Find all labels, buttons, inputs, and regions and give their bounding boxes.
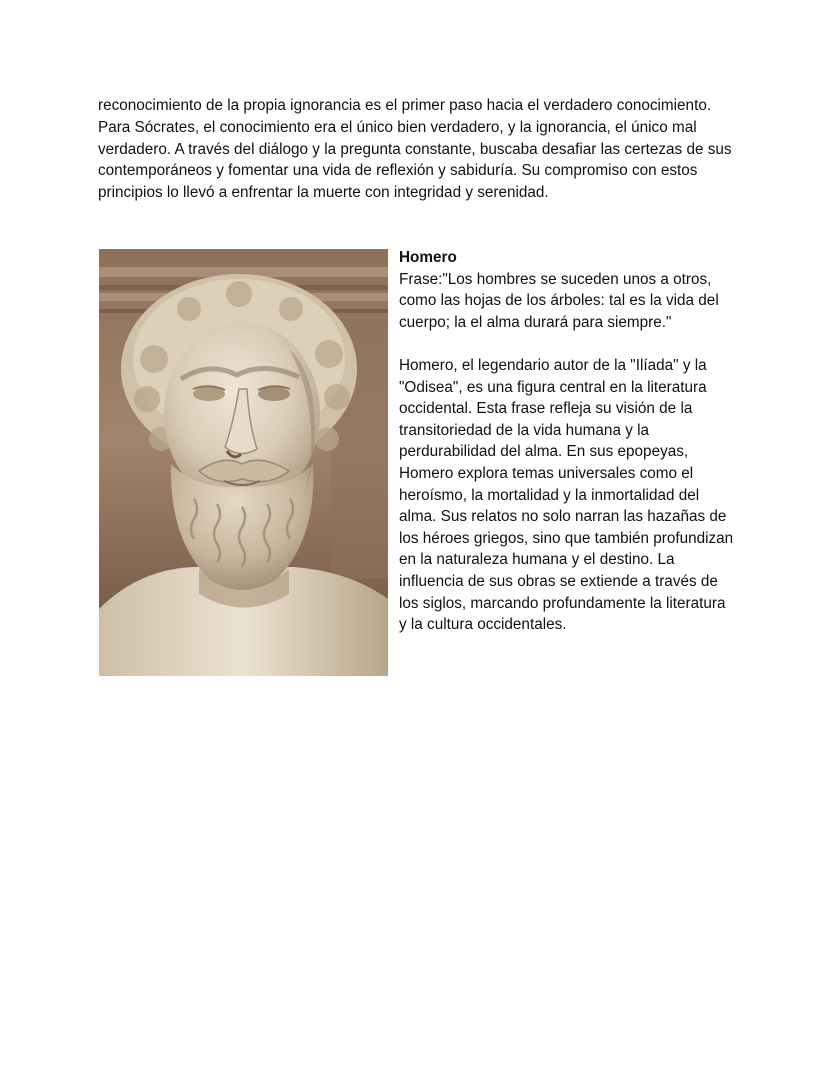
homero-heading: Homero: [399, 249, 457, 266]
homero-bio: Homero, el legendario autor de la "Ilíada" y la "Odisea", es una figura central en la literatura occidental. Esta frase refleja su visión de la transitoriedad de la vida humana y la perdurabilidad del alma. En sus epopeyas, Homero explora temas universales como el heroísmo, la mortalidad y la inmortalidad del alma. Sus relatos no solo narran las hazañas de los héroes griegos, sino que también profundizan en la naturaleza humana y el destino. La influencia de sus obras se extiende a través de los siglos, marcando profundamente la literatura y la cultura occidentales.: [399, 356, 734, 634]
homero-quote: Frase:"Los hombres se suceden unos a otros, como las hojas de los árboles: tal es la vida del cuerpo; la el alma durará para siempre.": [399, 270, 719, 331]
intro-paragraph: reconocimiento de la propia ignorancia es el primer paso hacia el verdadero conocimiento. Para Sócrates, el conocimiento era el único bien verdadero, y la ignorancia, el único mal verdadero. A través del diálogo y la pregunta constante, buscaba desafiar las certezas de sus contemporáneos y fomentar una vida de reflexión y sabiduría. Su compromiso con estos principios lo llevó a enfrentar la muerte con integridad y serenidad.: [98, 97, 732, 202]
homer-bust-photo: [99, 249, 388, 676]
homero-section: [399, 247, 735, 636]
